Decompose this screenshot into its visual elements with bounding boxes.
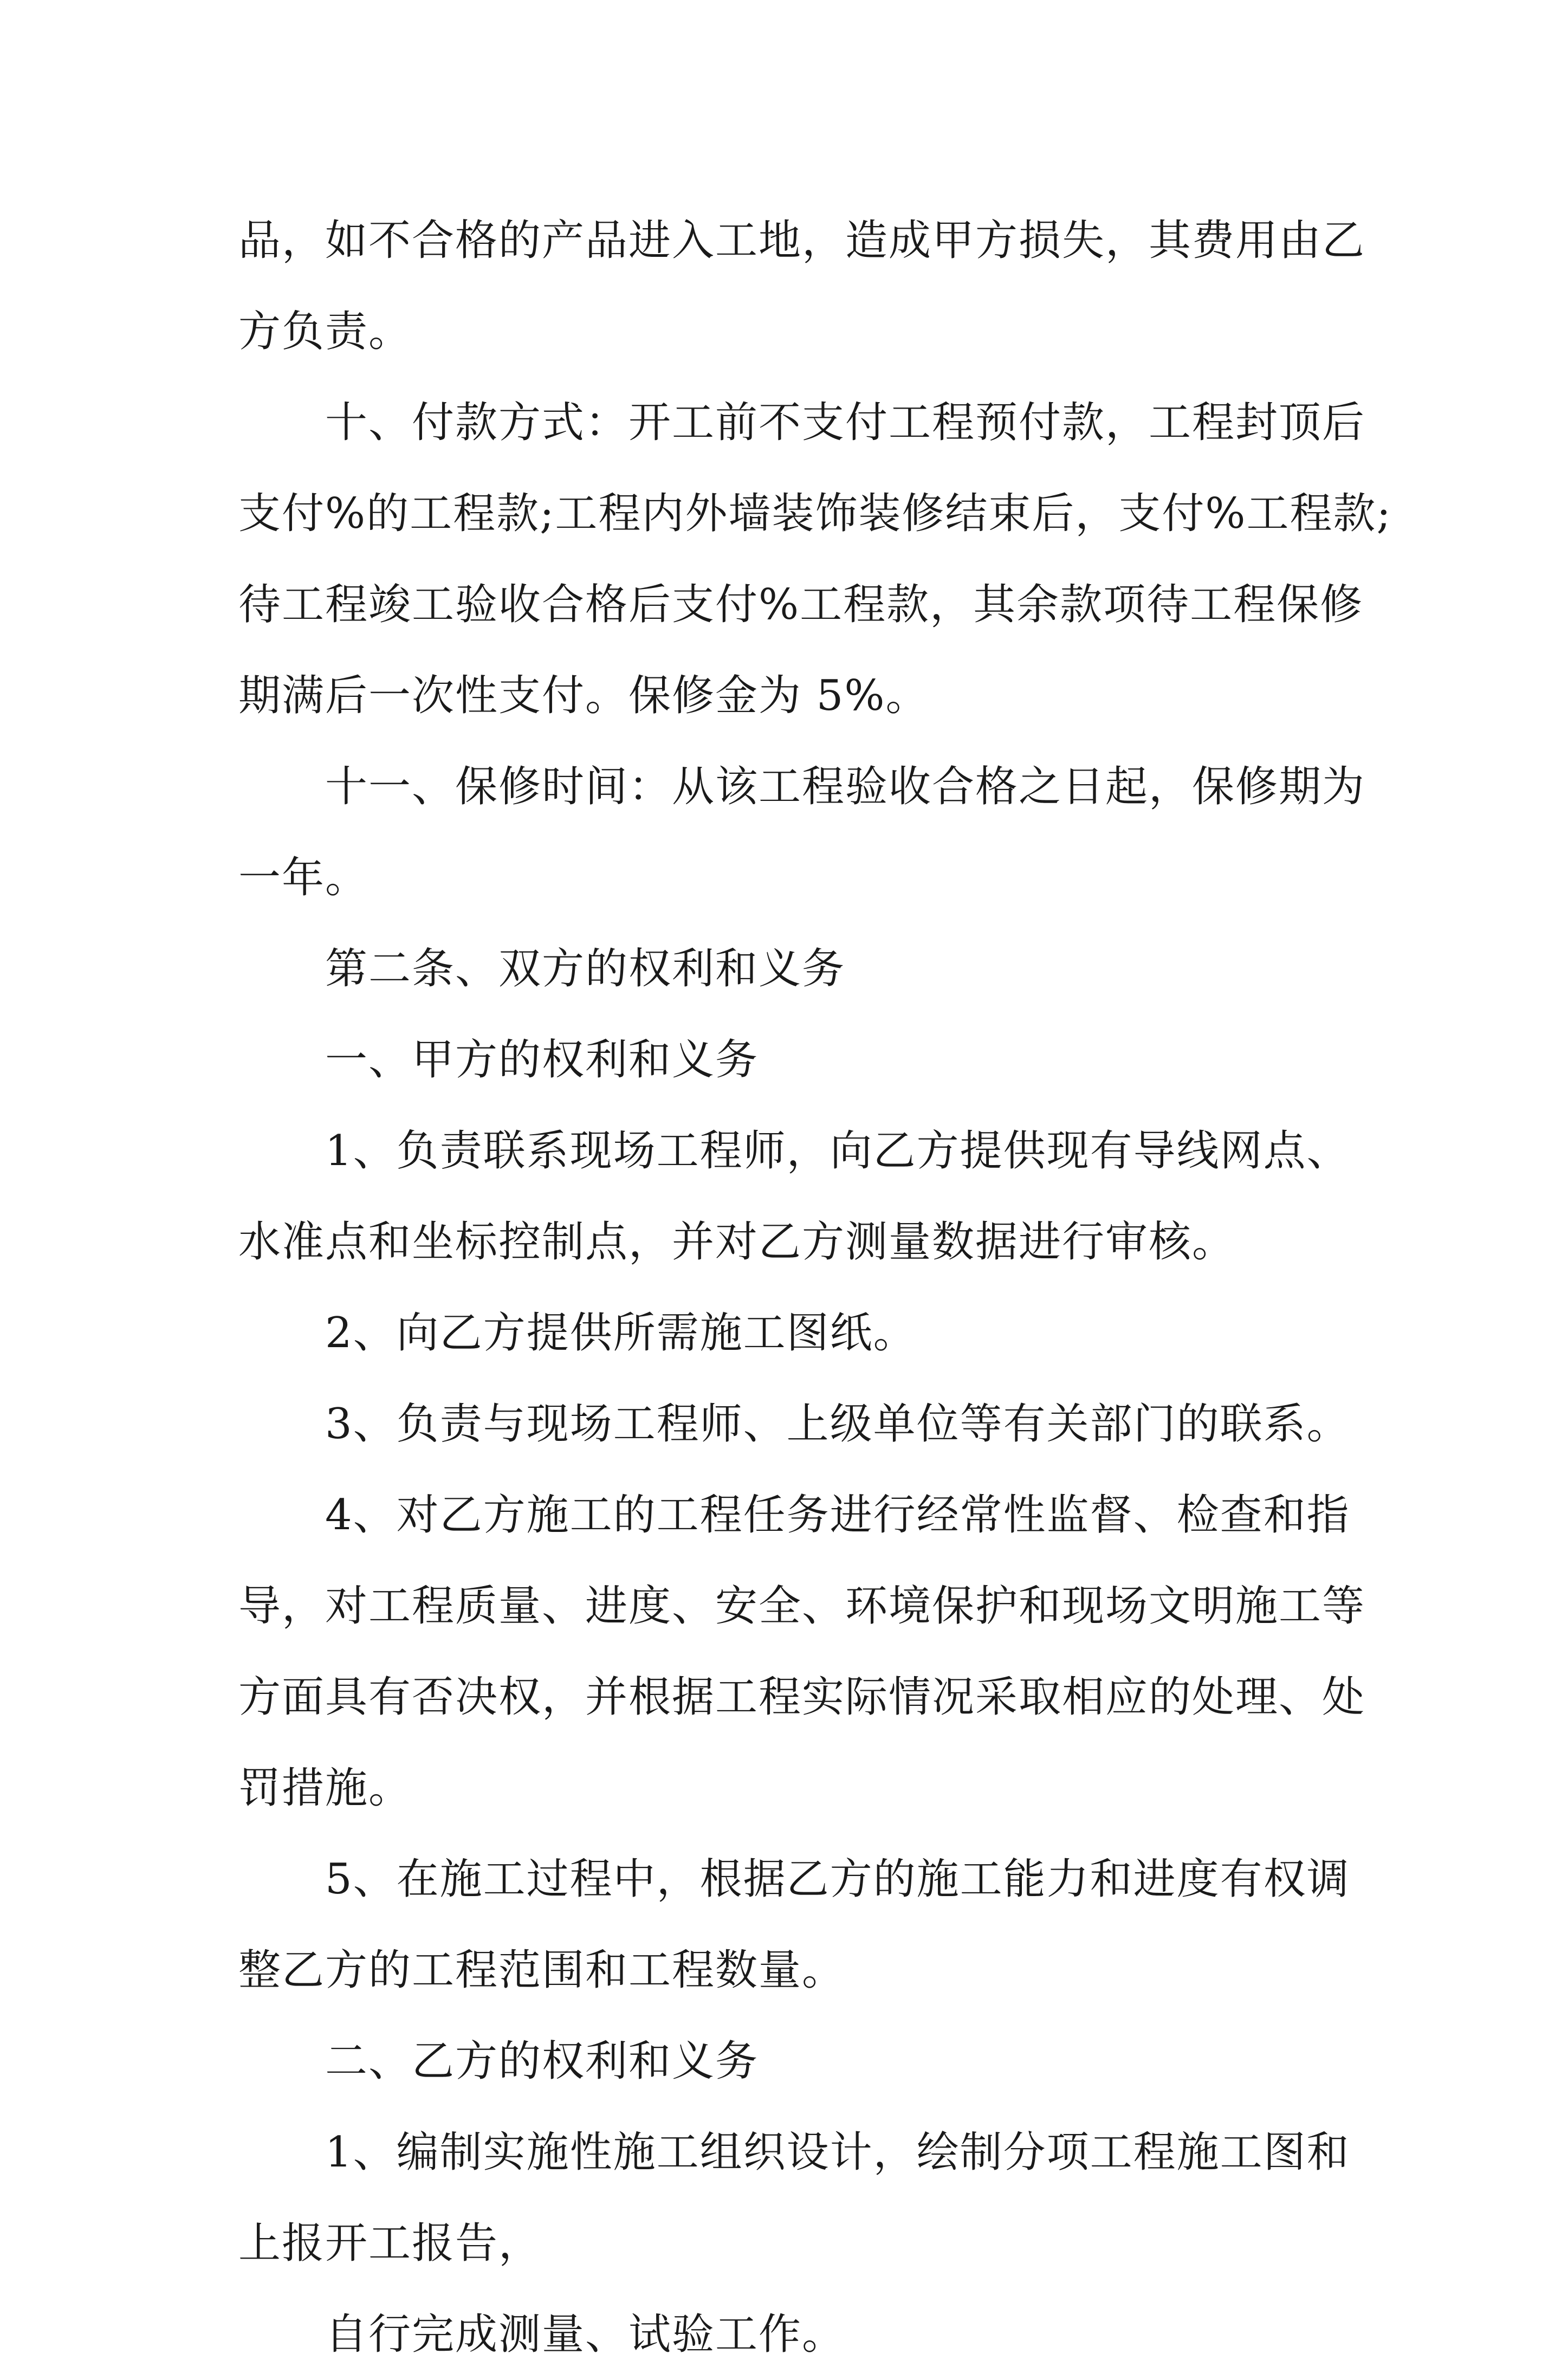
section-heading: 第二条、双方的权利和义务 xyxy=(325,945,846,993)
text-line: 自行完成测量、试验工作。 xyxy=(325,2310,846,2359)
text-line: 罚措施。 xyxy=(238,1764,412,1813)
text-line: 十、付款方式：开工前不支付工程预付款，工程封顶后 xyxy=(325,398,1366,447)
text-line: 导，对工程质量、进度、安全、环境保护和现场文明施工等 xyxy=(238,1582,1366,1631)
text-line: 待工程竣工验收合格后支付%工程款，其余款项待工程保修 xyxy=(238,580,1364,629)
text-line: 方负责。 xyxy=(238,307,412,356)
subsection-heading: 二、乙方的权利和义务 xyxy=(325,2037,759,2086)
text-line: 水准点和坐标控制点，并对乙方测量数据进行审核。 xyxy=(238,1218,1236,1266)
text-line: 期满后一次性支付。保修金为 5%。 xyxy=(238,671,929,720)
text-line: 整乙方的工程范围和工程数量。 xyxy=(238,1946,846,1995)
text-line: 十一、保修时间：从该工程验收合格之日起，保修期为 xyxy=(325,762,1366,811)
text-line: 支付%的工程款;工程内外墙装饰装修结束后，支付%工程款; xyxy=(238,489,1392,538)
text-line: 品，如不合格的产品进入工地，造成甲方损失，其费用由乙 xyxy=(238,216,1366,265)
text-line: 1、负责联系现场工程师，向乙方提供现有导线网点、 xyxy=(325,1127,1350,1175)
text-line: 上报开工报告， xyxy=(238,2219,542,2268)
text-line: 3、负责与现场工程师、上级单位等有关部门的联系。 xyxy=(325,1400,1350,1448)
text-line: 1、编制实施性施工组织设计，绘制分项工程施工图和 xyxy=(325,2128,1350,2177)
text-line: 一年。 xyxy=(238,853,369,902)
text-line: 方面具有否决权，并根据工程实际情况采取相应的处理、处 xyxy=(238,1673,1366,1722)
text-line: 2、向乙方提供所需施工图纸。 xyxy=(325,1309,917,1357)
text-line: 5、在施工过程中，根据乙方的施工能力和进度有权调 xyxy=(325,1855,1350,1904)
document-body xyxy=(238,195,1392,2380)
text-line: 4、对乙方施工的工程任务进行经常性监督、检查和指 xyxy=(325,1491,1350,1540)
subsection-heading: 一、甲方的权利和义务 xyxy=(325,1036,759,1084)
